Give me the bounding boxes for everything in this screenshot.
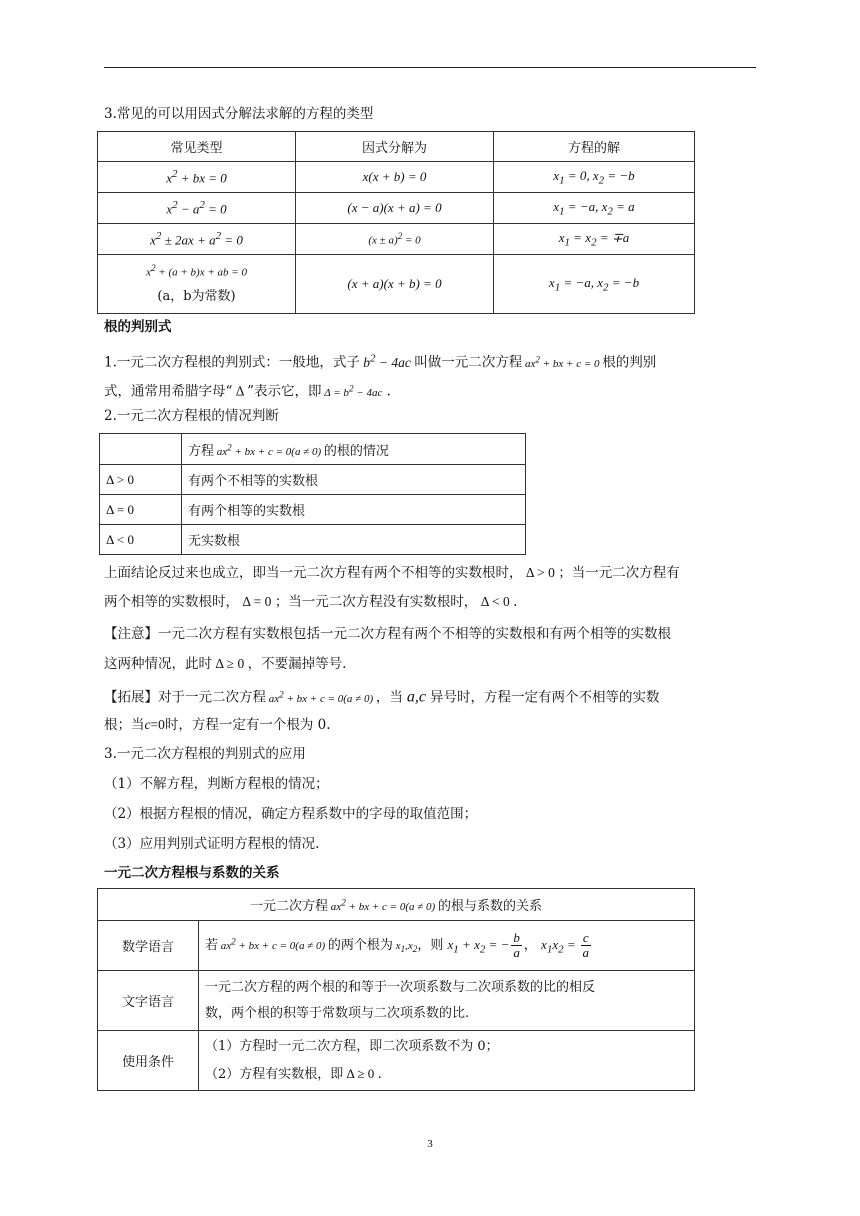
- condition-cell: （1）方程时一元二次方程，即二次项系数不为 0； （2）方程有实数根，即 Δ ≥ 0 .: [199, 1031, 695, 1091]
- list-item: （1）不解方程，判断方程根的情况；: [104, 776, 329, 792]
- factoring-table: [97, 131, 695, 314]
- solution-cell: $x_1 = x_2 = \mp a$: [494, 224, 695, 255]
- vieta-table: [97, 888, 695, 1091]
- paragraph: 3.一元二次方程根的判别式的应用: [104, 746, 306, 762]
- page-number: 3: [427, 1138, 433, 1150]
- root-cases-table: [99, 433, 526, 555]
- table-row: [98, 971, 695, 1031]
- extension-paragraph: 根；当c=0时，方程一定有一个根为 0.: [104, 717, 331, 733]
- table-row: [98, 255, 695, 314]
- note-paragraph: 【注意】一元二次方程有实数根包括一元二次方程有两个不相等的实数根和有两个相等的实数根: [104, 626, 671, 642]
- math-cell: 若 $ax^2$ + bx + c = 0(a ≠ 0) 的两个根为 $x_1,x_2$，则 $x_1 + x_2$ = − $\frac{b}{a}$ ， $x_1x_2$ = $\frac{c}{a}$: [199, 921, 695, 971]
- col-header-type: 常见类型: [98, 132, 296, 162]
- table-row: [100, 465, 526, 495]
- type-cell: $x^2 + (a + b)x$ + ab = 0 (a，b为常数): [98, 255, 296, 314]
- type-cell: $x^2 \pm 2ax + a^2 = 0$: [98, 224, 296, 255]
- cases-header: 方程 $ax^2$ + bx + c = 0(a ≠ 0) 的根的情况: [182, 434, 526, 465]
- solution-cell: $x_1 = -a$, $x_2 = a$: [494, 193, 695, 224]
- paragraph: 1.一元二次方程根的判别式：一般地，式子 $b^2 - 4ac$ 叫做一元二次方程 $ax^2$ + bx + c = 0 根的判别: [104, 352, 657, 371]
- paragraph: 两个相等的实数根时， Δ = 0 ；当一元二次方程没有实数根时， Δ < 0 .: [104, 594, 518, 610]
- condition-cell: Δ > 0: [100, 465, 182, 495]
- factor-cell: (x + a)(x + b) = 0: [296, 255, 494, 314]
- col-header-factor: 因式分解为: [296, 132, 494, 162]
- solution-cell: $x_1 = 0$, $x_2 = -b$: [494, 162, 695, 193]
- discriminant-heading: 根的判别式: [104, 319, 172, 335]
- factor-cell: $(x \pm a)^2 = 0$: [296, 224, 494, 255]
- row-label: 文字语言: [98, 971, 199, 1031]
- table-row: [98, 921, 695, 971]
- case-cell: 无实数根: [182, 525, 526, 555]
- condition-cell: Δ = 0: [100, 495, 182, 525]
- table-row: [100, 525, 526, 555]
- vieta-heading: 一元二次方程根与系数的关系: [104, 865, 280, 881]
- paragraph: 2.一元二次方程根的情况判断: [104, 408, 279, 424]
- row-label: 数学语言: [98, 921, 199, 971]
- solution-cell: $x_1 = -a$, $x_2 = -b$: [494, 255, 695, 314]
- case-cell: 有两个不相等的实数根: [182, 465, 526, 495]
- extension-paragraph: 【拓展】对于一元二次方程 $ax^2$ + bx + c = 0(a ≠ 0) ，当 a,c 异号时，方程一定有两个不相等的实数: [104, 688, 660, 706]
- text-cell: 一元二次方程的两个根的和等于一次项系数与二次项系数的比的相反 数，两个根的积等于常数项与二次项系数的比.: [199, 971, 695, 1031]
- list-item: （3）应用判别式证明方程根的情况.: [104, 836, 320, 852]
- row-label: 使用条件: [98, 1031, 199, 1091]
- constants-note: (a，b为常数): [157, 289, 236, 305]
- factor-section-title: 3.常见的可以用因式分解法求解的方程的类型: [104, 106, 374, 122]
- table-row: [98, 162, 695, 193]
- factor-cell: (x − a)(x + a) = 0: [296, 193, 494, 224]
- table-row: [100, 495, 526, 525]
- type-cell: $x^2$ + bx = 0: [98, 162, 296, 193]
- vieta-table-title: 一元二次方程 $ax^2$ + bx + c = 0(a ≠ 0) 的根与系数的关系: [98, 889, 695, 921]
- table-row: [98, 224, 695, 255]
- list-item: （2）根据方程根的情况，确定方程系数中的字母的取值范围；: [104, 806, 478, 822]
- factor-cell: x(x + b) = 0: [296, 162, 494, 193]
- type-cell: $x^2 - a^2 = 0$: [98, 193, 296, 224]
- condition-cell: Δ < 0: [100, 525, 182, 555]
- header-rule: [104, 67, 756, 68]
- table-row: [98, 193, 695, 224]
- paragraph: 上面结论反过来也成立，即当一元二次方程有两个不相等的实数根时， Δ > 0 ；当一元二次方程有: [104, 565, 680, 581]
- col-header-solution: 方程的解: [494, 132, 695, 162]
- note-paragraph: 这两种情况，此时 Δ ≥ 0 ，不要漏掉等号.: [104, 656, 347, 672]
- table-row: [98, 1031, 695, 1091]
- paragraph: 式，通常用希腊字母“ Δ ”表示它，即 $\Delta = b^2 - 4ac$ .: [104, 383, 391, 400]
- case-cell: 有两个相等的实数根: [182, 495, 526, 525]
